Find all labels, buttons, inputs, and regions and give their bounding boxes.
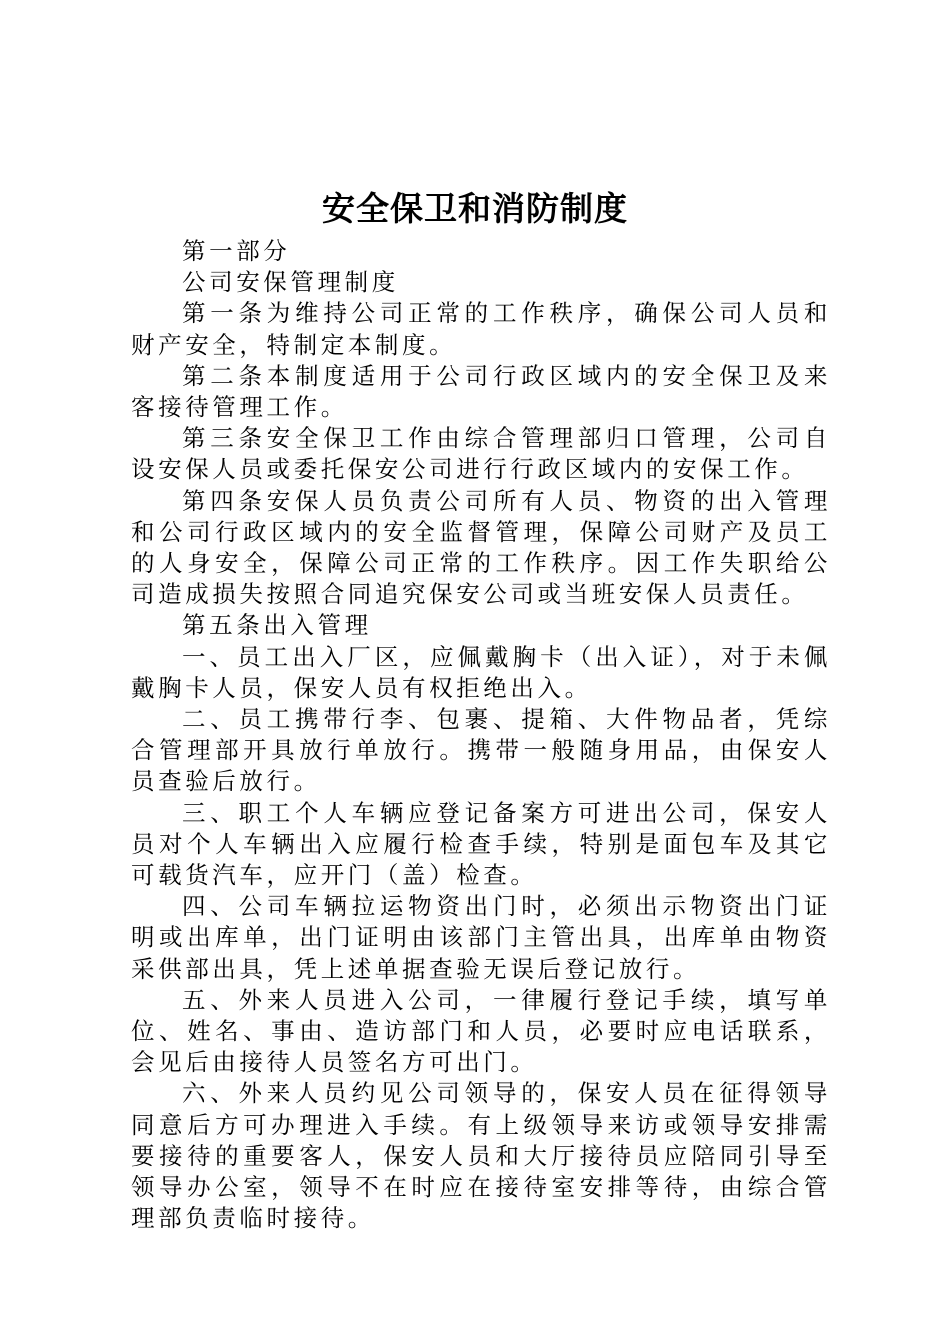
document-body (131, 236, 831, 1235)
section-subheading: 公司安保管理制度 (182, 268, 399, 297)
section-heading: 第一部分 (182, 237, 291, 265)
article-3-paragraph: 第三条安全保卫工作由综合管理部归口管理，公司自设安保人员或委托保安公司进行行政区域内的安保工作。 (131, 424, 831, 484)
article-2-paragraph: 第二条本制度适用于公司行政区域内的安全保卫及来客接待管理工作。 (131, 361, 831, 422)
clause-5-paragraph: 五、外来人员进入公司，一律履行登记手续，填写单位、姓名、事由、造访部门和人员，必要时应电话联系，会见后由接待人员签名方可出门。 (131, 985, 831, 1077)
clause-1-paragraph: 一、员工出入厂区，应佩戴胸卡（出入证），对于未佩戴胸卡人员，保安人员有权拒绝出入。 (131, 642, 831, 702)
clause-2-paragraph: 二、员工携带行李、包裹、提箱、大件物品者，凭综合管理部开具放行单放行。携带一般随身用品，由保安人员查验后放行。 (131, 705, 831, 796)
clause-6-paragraph: 六、外来人员约见公司领导的，保安人员在征得领导同意后方可办理进入手续。有上级领导来访或领导安排需要接待的重要客人，保安人员和大厅接待员应陪同引导至领导办公室，领导不在时应在接待室安排等待，由综合管理部负责临时接待。 (131, 1079, 831, 1233)
clause-4-paragraph: 四、公司车辆拉运物资出门时，必须出示物资出门证明或出库单，出门证明由该部门主管出具，出库单由物资采供部出具，凭上述单据查验无误后登记放行。 (131, 892, 831, 983)
article-5-heading: 第五条出入管理 (182, 611, 372, 640)
article-4-paragraph: 第四条安保人员负责公司所有人员、物资的出入管理和公司行政区域内的安全监督管理，保障公司财产及员工的人身安全，保障公司正常的工作秩序。因工作失职给公司造成损失按照合同追究保安公司或当班安保人员责任。 (131, 486, 831, 609)
clause-3-paragraph: 三、职工个人车辆应登记备案方可进出公司，保安人员对个人车辆出入应履行检查手续，特别是面包车及其它可载货汽车，应开门（盖）检查。 (131, 798, 831, 890)
document-title: 安全保卫和消防制度 (322, 189, 628, 228)
article-1-paragraph: 第一条为维持公司正常的工作秩序，确保公司人员和财产安全，特制定本制度。 (131, 299, 831, 359)
